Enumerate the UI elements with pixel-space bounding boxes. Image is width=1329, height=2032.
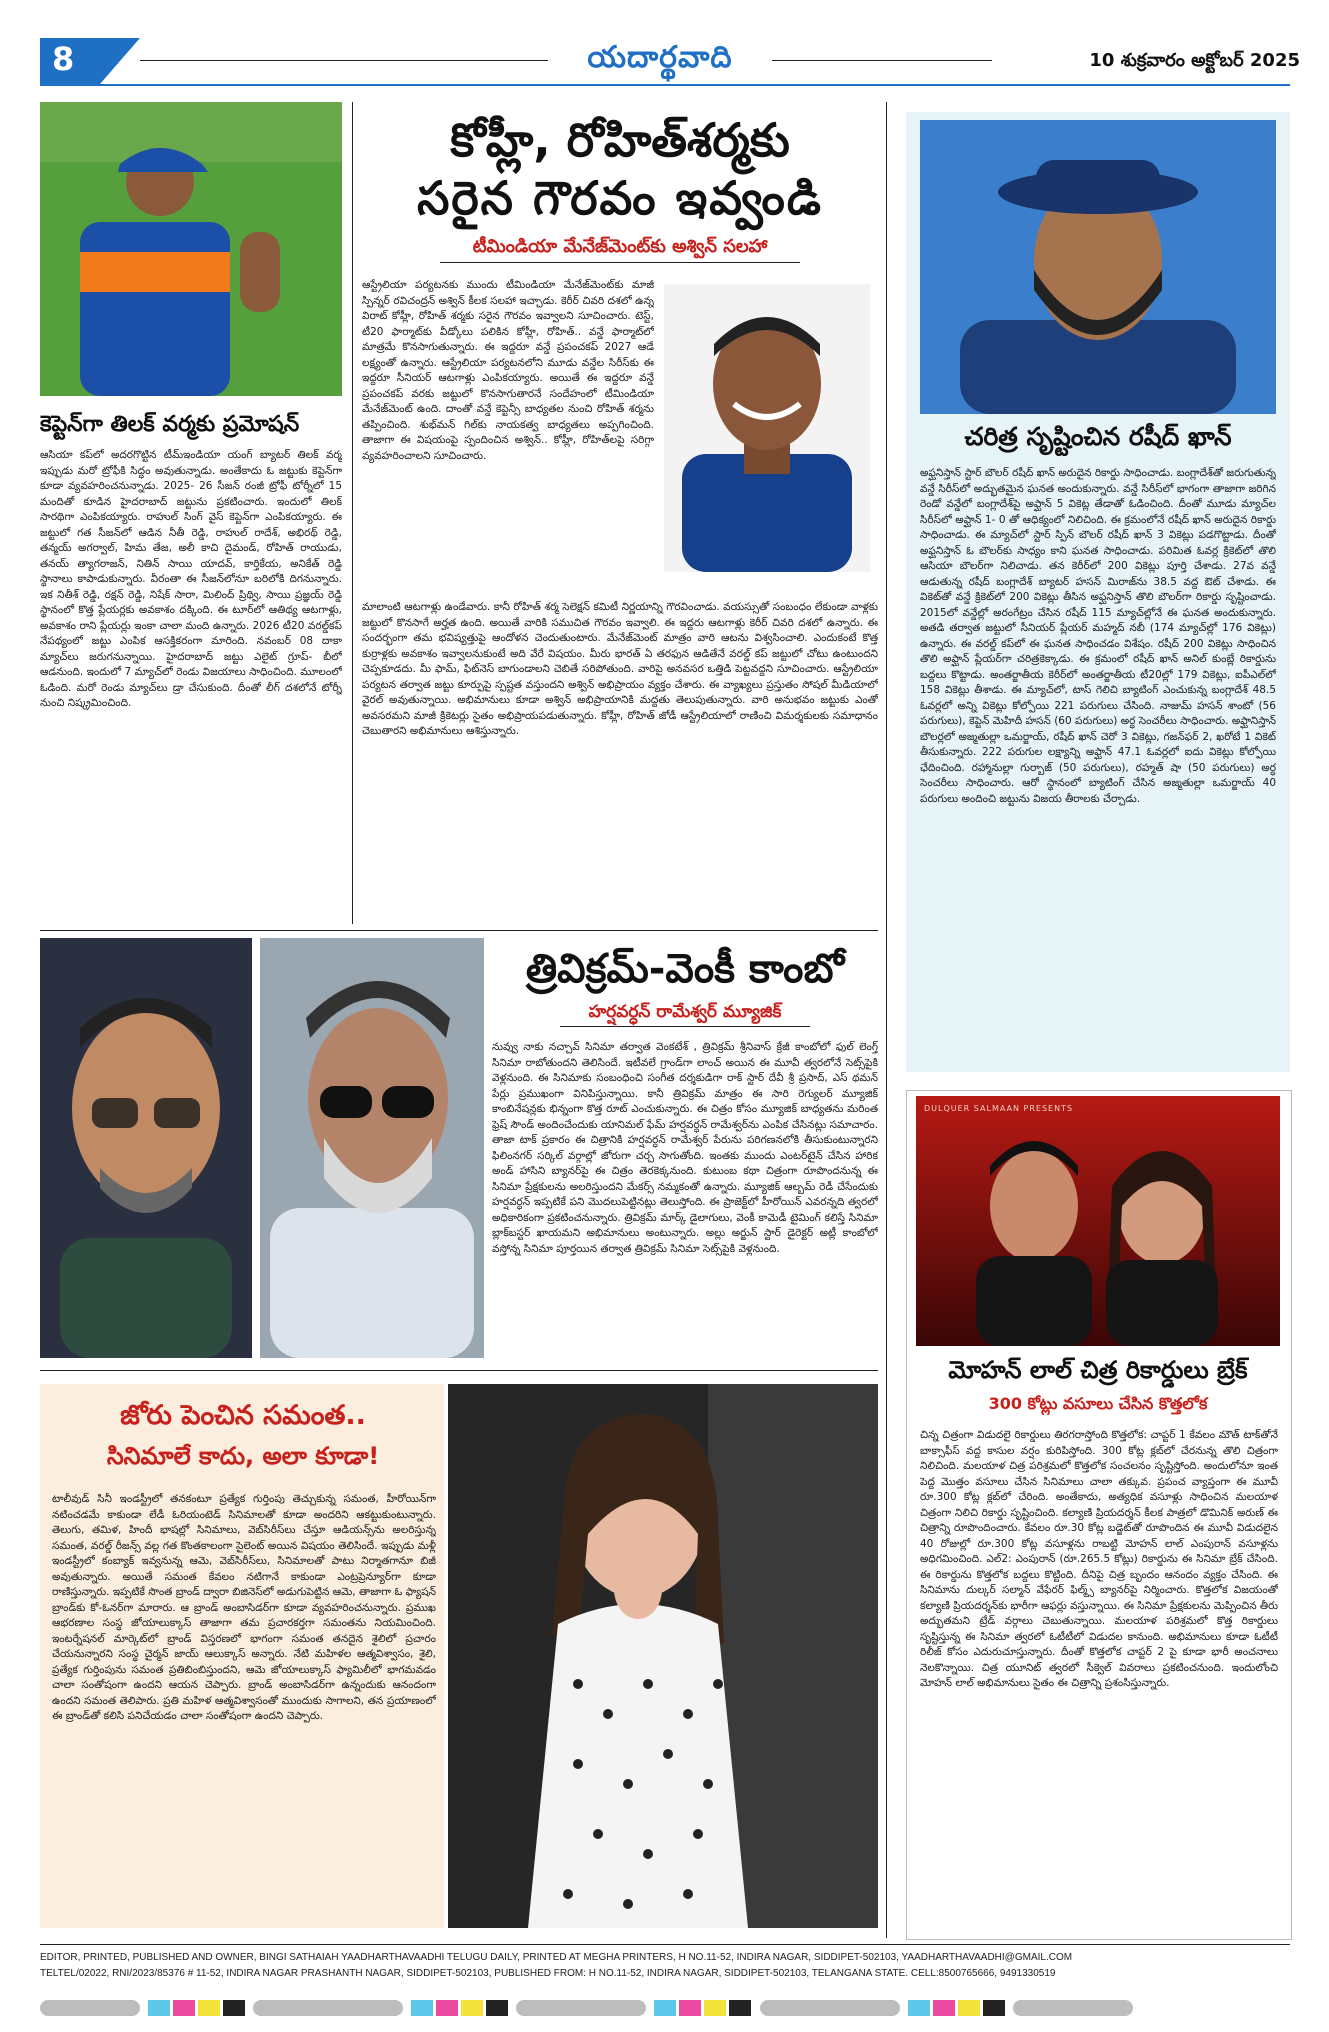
- page-header: [0, 0, 1329, 90]
- trivikram-body: నువ్వు నాకు నచ్చావ్ సినిమా తర్వాత వెంకటేశ్ , త్రివిక్రమ్ శ్రీనివాస్ క్రేజీ కాంబోలో ఫుల్ లెంగ్త్ సినిమా రాబోతుందని తెలిసిందే. ఇటీవలే గ్రాండ్‌గా లాంచ్ అయిన ఈ మూవీ త్వరలోనే సెట్స్‌పైకి వెళ్లనుంది. ఈ సినిమాకు సంబంధించి సంగీత దర్శకుడిగా రాక్ స్టార్ దేవీ శ్రీ ప్రసాద్, ఎస్ థమన్ పేర్లు ప్రముఖంగా వినిపిస్తున్నాయి. కానీ త్రివిక్రమ్ మాత్రం ఈ సారి రెగ్యులర్ మ్యూజిక్ కాంబినేషన్లకు భిన్నంగా కొత్త రూట్ ఎంచుకున్నారు. ఈ చిత్రం కోసం మ్యూజిక్ బాధ్యతను మరింత ఫ్రెష్ సౌండ్ అందించేందుకు యానిమల్ ఫేమ్ హర్షవర్ధన్ రామేశ్వర్‌ను ఎంపిక చేసినట్లు సమాచారం. తాజా టాక్ ప్రకారం ఈ చిత్రానికి హర్షవర్ధన్ రామేశ్వర్ పేరును పరిగణనలోకి తీసుకుంటున్నారని ఫిలింనగర్ సర్కిల్ వర్గాల్లో జోరుగా చర్చ సాగుతోంది. ఇంతకు ముందు ఎంటర్‌టైన్ చేసిన హారిక అండ్ హాసిని బ్యానర్‌పై ఈ చిత్రం తెరకెక్కనుంది. కుటుంబ కథా చిత్రంగా రూపొందనున్న ఈ సినిమా ప్రేక్షకులను అలరిస్తుందని మేకర్స్ నమ్మకంతో ఉన్నారు. మ్యూజిక్ ఆల్బమ్ రెడీ చేసేందుకు హర్షవర్ధన్ ఇప్పటికే పని మొదలుపెట్టినట్లు తెలుస్తోంది. ఈ ప్రాజెక్ట్‌లో హీరోయిన్ ఎవరన్నది త్వరలో అధికారికంగా ప్రకటించనున్నారు. త్రివిక్రమ్ మార్క్ డైలాగులు, వెంకీ కామెడీ టైమింగ్ కలిస్తే సినిమా బ్లాక్‌బస్టర్ ఖాయమని అభిమానులు అంటున్నారు. అల్లు అర్జున్ స్టార్ డైరెక్టర్ అట్లీ కాంబోలో వస్తోన్న సినిమా పూర్తయిన తర్వాత త్రివిక్రమ్ సినిమా సెట్స్‌పైకి వెళ్లనుంది.: [492, 1041, 878, 1255]
- kohli-headline-line2: సరైన గౌరవం ఇవ్వండి: [417, 171, 823, 225]
- trivikram-headline: త్రివిక్రమ్-వెంకీ కాంబో: [525, 946, 845, 992]
- footer-rule: [40, 1944, 1290, 1945]
- samantha-photo-illustration: [448, 1384, 878, 1928]
- mohanlal-subhead: 300 కోట్లు వసూలు చేసిన కొత్తలోక: [988, 1394, 1208, 1413]
- header-rule-left: [140, 60, 548, 61]
- rashid-photo: [920, 120, 1276, 414]
- ashwin-photo-illustration: [664, 284, 870, 572]
- page-number: 8: [52, 40, 75, 78]
- header-underline: [40, 84, 1290, 86]
- trivikram-photo: [260, 938, 484, 1358]
- column-rule-1: [352, 102, 353, 924]
- ashwin-photo: [664, 284, 870, 572]
- mohanlal-headline: మోహన్ లాల్ చిత్ర రికార్డులు బ్రేక్: [948, 1356, 1248, 1384]
- column-rule-2: [886, 102, 887, 1938]
- section-rule-trivikram: [40, 930, 878, 931]
- venkatesh-photo: [40, 938, 252, 1358]
- samantha-photo: [448, 1384, 878, 1928]
- kohli-body-top: ఆస్ట్రేలియా పర్యటనకు ముందు టీమిండియా మేనేజ్‌మెంట్‌కు మాజీ స్పిన్నర్ రవిచంద్రన్ అశ్విన్ కీలక సలహా ఇచ్చాడు. కెరీర్ చివరి దశలో ఉన్న విరాట్ కోహ్లీ, రోహిత్ శర్మకు సరైన గౌరవం ఇవ్వాలని సూచించారు. టెస్ట్, టీ20 ఫార్మాట్‌కు వీడ్కోలు పలికిన కోహ్లీ, రోహిత్.. వన్డే ఫార్మాట్‌లో మాత్రమే కొనసాగుతున్నారు. ఈ ఇద్దరూ వన్డే ప్రపంచకప్ 2027 ఆడే లక్ష్యంతో ఉన్నారు. ఆస్ట్రేలియా పర్యటనలోని మూడు వన్డేల సిరీస్‌కు ఈ ఇద్దరూ సీనియర్ ఆటగాళ్లు ఎంపికయ్యారు. అయితే ఈ ఇద్దరూ వన్డే ప్రపంచకప్ వరకు జట్టులో కొనసాగుతారనే సందేహంలో టీమిండియా మేనేజ్‌మెంట్ ఉంది. దాంతో వన్డే కెప్టెన్సీ బాధ్యతల నుంచి రోహిత్ శర్మను తప్పించింది. శుభ్‌మన్ గిల్‌కు నాయకత్వ బాధ్యతలు అప్పగించింది. తాజాగా ఈ విషయంపై స్పందించిన అశ్విన్.. కోహ్లీ, రోహిత్‌లపై సరిగ్గా వ్యవహరించాలని సూచించారు.: [362, 279, 654, 462]
- samantha-headline-line2: సినిమాలే కాదు, అలా కూడా!: [106, 1442, 380, 1470]
- masthead-logo: యదార్థవాది: [587, 40, 733, 75]
- trivikram-subhead: హర్షవర్ధన్ రామేశ్వర్ మ్యూజిక్: [588, 1002, 782, 1022]
- trivikram-photo-illustration: [260, 938, 484, 1358]
- kotthalokah-poster-illustration: [916, 1096, 1280, 1346]
- mohanlal-body: చిన్న చిత్రంగా విడుదలై రికార్డులు తిరగరాస్తోంది కొత్తలోక: చాప్టర్ 1 కేవలం మౌత్ టాక్‌తోనే బాక్సాఫీస్ వద్ద కాసుల వర్షం కురిపిస్తోంది. 300 కోట్ల క్లబ్‌లో చేరనున్న తొలి చిత్రంగా నిలిచింది. మలయాళ చిత్ర పరిశ్రమలో కొత్తలోక సంచలనం సృష్టిస్తోంది. అందులోనూ ఇంత పెద్ద మొత్తం వసూలు చేసిన సినిమాలు చాలా తక్కువ. ప్రపంచ వ్యాప్తంగా ఈ మూవీ రూ.300 కోట్ల క్లబ్‌లో చేరింది. అంతేకాదు, అత్యధిక వసూళ్లు సాధించిన మలయాళ చిత్రంగా నిలిచి రికార్డు సృష్టించింది. కల్యాణి ప్రియదర్శన్ కీలక పాత్రలో డొమినిక్ అరుణ్ ఈ చిత్రాన్ని రూపొందించారు. కేవలం రూ.30 కోట్ల బడ్జెట్‌తో రూపొందిన ఈ మూవీ విడుదలైన 40 రోజుల్లో రూ.300 కోట్ల వసూళ్లను రాబట్టి మోహన్ లాల్ ఎంపురాన్ వసూళ్లను అధిగమించింది. ఎల్2: ఎంపురాన్ (రూ.265.5 కోట్లు) రికార్డును ఈ సినిమా బ్రేక్ చేసింది. ఈ రికార్డును కొత్తలోక బద్దలు కొట్టింది. దీనిపై చిత్ర బృందం ఆనందం వ్యక్తం చేసింది. ఈ సినిమాను దుల్కర్ సల్మాన్ వేఫేరర్ ఫిల్మ్స్ బ్యానర్‌పై నిర్మించారు. కొత్తలోక విజయంతో కల్యాణి ప్రియదర్శన్‌కు భారీగా ఆఫర్లు వస్తున్నాయి. ఈ సినిమా ప్రేక్షకులను మెప్పించిన తీరు అద్భుతమని ట్రేడ్ వర్గాలు చెబుతున్నాయి. మలయాళ పరిశ్రమలో కొత్త రికార్డులు సృష్టిస్తున్న ఈ సినిమా త్వరలో ఓటీటీలో విడుదల కానుంది. అభిమానులు కూడా ఓటీటీ రిలీజ్ కోసం ఎదురుచూస్తున్నారు. దీంతో కొత్తలోక చాప్టర్ 2 పై కూడా భారీ అంచనాలు నెలకొన్నాయి. చిత్ర యూనిట్ త్వరలో సీక్వెల్ వివరాలు ప్రకటించనుంది. ఇందులోంచి మోహన్ లాల్ అభిమానులు సైతం ఈ చిత్రాన్ని ప్రశంసిస్తున్నారు.: [920, 1429, 1278, 1689]
- header-rule-right: [772, 60, 992, 61]
- kohli-headline-line1: కోహ్లీ, రోహిత్‌శర్మకు: [450, 113, 790, 167]
- tilak-photo: [40, 102, 342, 396]
- kohli-subhead-underline: [440, 262, 800, 263]
- samantha-body: టాలీవుడ్ సినీ ఇండస్ట్రీలో తనకంటూ ప్రత్యేక గుర్తింపు తెచ్చుకున్న సమంత, హీరోయిన్‌గా నటించడమే కాకుండా లేడీ ఓరియంటెడ్ సినిమాలతో కూడా అందరిని ఆకట్టుకుంటున్నారు. తెలుగు, తమిళ, హిందీ భాషల్లో సినిమాలు, వెబ్‌సిరీస్‌లు చేస్తూ ఆడియన్స్‌ను అలరిస్తున్న సమంత, వరల్డ్ రీజన్స్ వల్ల గత కొంతకాలంగా సైలెంట్ అయిన విషయం తెలిసిందే. ఇప్పుడు మళ్లీ ఇండస్ట్రీలో కంబ్యాక్ ఇవ్వనున్న ఆమె, వెబ్‌సిరీస్‌లు, సినిమాలతో పాటు నిర్మాతగానూ బిజీ అవుతున్నారు. అయితే సమంత కేవలం నటిగానే కాకుండా ఎంట్రప్రెన్యూర్‌గా కూడా రాణిస్తున్నారు. ఇప్పటికే సొంత బ్రాండ్ ద్వారా బిజినెస్‌లో అడుగుపెట్టిన ఆమె, తాజాగా ఓ ఫ్యాషన్ బ్రాండ్‌కు కో-ఓనర్‌గా మారారు. ఆ బ్రాండ్ అంబాసిడర్‌గా కూడా వ్యవహరించనున్నారు. ప్రముఖ ఆభరణాల సంస్థ జోయాలుక్కాస్ తాజాగా తమ ప్రచారకర్తగా సమంతను నియమించింది. ఇంటర్నేషనల్ మార్కెట్‌లో బ్రాండ్ విస్తరణలో భాగంగా సమంత తనదైన శైలిలో ప్రచారం చేయనున్నారని సంస్థ చైర్మన్ జాయ్ ఆలుక్కాస్ అన్నారు. నేటి మహిళల ఆత్మవిశ్వాసం, శైలి, ప్రత్యేక గుర్తింపును సమంత ప్రతిబింబిస్తుందని, ఆమె జోయాలుక్కాస్ ఫ్యామిలీలో భాగమవడం చాలా సంతోషంగా ఉందని ఆయన చెప్పారు. బ్రాండ్ అంబాసిడర్‌గా ఉన్నందుకు ఆనందంగా ఉందని సమంత తెలిపారు. ప్రతి మహిళ ఆత్మవిశ్వాసంతో ముందుకు సాగాలని, తన ప్రయాణంలో ఈ బ్రాండ్‌తో కలిసి పనిచేయడం చాలా సంతోషంగా ఉందని చెప్పారు.: [52, 1493, 436, 1722]
- kohli-subhead: టీమిండియా మేనేజ్‌మెంట్‌కు అశ్విన్ సలహా: [472, 236, 768, 257]
- rashid-body: అఫ్ఘనిస్తాన్ స్టార్ బౌలర్ రషీద్ ఖాన్ అరుదైన రికార్డు సాధించాడు. బంగ్లాదేశ్‌తో జరుగుతున్న వన్డే సిరీస్‌లో అద్భుతమైన ఘనత అందుకున్నారు. వన్డే సిరీస్‌లో భాగంగా తాజాగా జరిగిన రెండో వన్డేలో బంగ్లాదేశ్‌పై అఫ్ఘాన్ 5 వికెట్ల తేడాతో ఓడించింది. దీంతో మూడు మ్యాచ్‌ల సిరీస్‌లో అఫ్ఘాన్ 1- 0 తో ఆధిక్యంలో నిలిచింది. ఈ క్రమంలోనే రషీద్ ఖాన్ అరుదైన రికార్డు సాధించాడు. ఈ మ్యాచ్‌లో స్టార్ స్పిన్ బౌలర్ రషీద్ ఖాన్ 3 వికెట్లు పడగొట్టాడు. దీంతో అఫ్ఘనిస్తాన్ ఓ బౌలర్‌కు సాధ్యం కాని ఘనత సాధించాడు. పరిమిత ఓవర్ల క్రికెట్‌లో తొలి ఆసియా బౌలర్‌గా నిలిచాడు. తన కెరీర్‌లో 200 వికెట్లు పూర్తి చేశాడు. 27వ వన్డే ఆడుతున్న రషీద్ బంగ్లాదేశ్ బ్యాటర్ హసన్ మిరాజ్‌ను 38.5 వద్ద ఔట్ చేశాడు. ఈ వికెట్‌తో వన్డే క్రికెట్‌లో 200 వికెట్లు తీసిన అఫ్ఘనిస్తాన్ తొలి బౌలర్‌గా రికార్డు సృష్టించాడు. 2015లో వన్డేల్లో అరంగేట్రం చేసిన రషీద్ 115 మ్యాచ్‌ల్లోనే ఈ ఘనత అందుకున్నారు. అతడి తర్వాత జట్టులో సీనియర్ ప్లేయర్ మహ్మద్ నబీ (174 మ్యాచ్‌ల్లో 176 వికెట్లు) ఉన్నారు. ఈ వరల్డ్ కప్‌లో ఈ ఘనత సాధించడం విశేషం. రషీద్ 200 వికెట్లు సాధించిన తొలి అఫ్ఘాన్ ప్లేయర్‌గా చరిత్రకెక్కాడు. ఈ క్రమంలో రషీద్ ఖాన్ అనిల్ కుంబ్లే రికార్డును బద్దలు కొట్టాడు. అంతర్జాతీయ కెరీర్‌లో అంతర్జాతీయ టీ20ల్లో 179 వికెట్లు, ఐపీఎల్‌లో 158 వికెట్లు తీశాడు. ఈ మ్యాచ్‌లో, టాస్ గెలిచి బ్యాటింగ్ ఎంచుకున్న బంగ్లాదేశ్ 48.5 ఓవర్లలో అన్ని వికెట్లు కోల్పోయి 221 పరుగులు చేసింది. నాజుమ్ హసన్ శాంటో (56 పరుగులు), కెప్టెన్ మెహిదీ హసన్ (60 పరుగులు) అర్ధ సెంచరీలు సాధించారు. అఫ్ఘానిస్తాన్ బౌలర్లలో అజ్మతుల్లా ఒమర్జాయ్, రషీద్ ఖాన్ చెరో 3 వికెట్లు, గజన్‌ఫర్ 2, ఖరోటే 1 వికెట్ తీసుకున్నారు. 222 పరుగుల లక్ష్యాన్ని అఫ్ఘాన్ 47.1 ఓవర్లలో ఐదు వికెట్లు కోల్పోయి ఛేదించింది. రహ్మానుల్లా గుర్బాజ్ (50 పరుగులు), రహ్మత్ షా (50 పరుగులు) అర్ధ సెంచరీలు సాధించారు. ఆరో స్థానంలో బ్యాటింగ్ చేసిన అజ్మతుల్లా ఒమర్జాయ్ 40 పరుగులు అందించి జట్టును విజయ తీరాలకు చేర్చాడు.: [920, 467, 1276, 805]
- rashid-photo-illustration: [920, 120, 1276, 414]
- tilak-body: ఆసియా కప్‌లో అదరగొట్టిన టీమ్‌ఇండియా యంగ్ బ్యాటర్ తిలక్ వర్మ ఇప్పుడు మరో ట్రోఫీకి సిద్ధం అవుతున్నాడు. అంతేకాదు ఓ జట్టుకు కెప్టెన్‌గా కూడా వ్యవహరించనున్నాడు. 2025- 26 సీజన్ రంజీ ట్రోఫీ టోర్నీలో 15 మందితో కూడిన హైదరాబాద్ జట్టును ప్రకటించారు. ఇందులో తిలక్ సారథిగా ఎంపికయ్యారు. రాహుల్ సింగ్ వైస్ కెప్టెన్‌గా ఎంపికయ్యారు. ఈ జట్టులో గత సీజన్‌లో ఆడిన నీతీ రెడ్డి, రాహుల్ రాదేశ్, అభిరథ్ రెడ్డి, తన్మయ్ అగర్వాల్, హిమ తేజ, అలీ కాచి దైమండ్, రోహిత్ రాయుడు, తనయ్ త్యాగరాజన్, నితిన్ సాయి యాదవ్, కార్తికేయ, అనికేత్ రెడ్డి స్థానాలు కాపాడుకున్నారు. వీరంతా ఈ సీజన్‌లోనూ బరిలోకి దిగనున్నారు. ఇక నితీశ్ రెడ్డి, రక్షన్ రెడ్డి, నిషేక్ సారా, మిలింద్ ప్రిథ్వి, సాయి ప్రజ్ఞయ్ రెడ్డి స్థానంలో కొత్త ప్లేయర్లకు అవకాశం దక్కింది. ఈ టూర్‌లో ఆతిథ్య ఆటగాళ్లు, అవకాశం రాని ప్లేయర్లు ఇంకా చాలా మంది ఉన్నారు. 2026 టీ20 వరల్డ్‌కప్ నేపథ్యంలో జట్టు ఎంపిక ఆసక్తికరంగా మారింది. నవంబర్ 08 దాకా మ్యాచ్‌లు జరుగనున్నాయి. హైదరాబాద్ జట్టు ఎలైట్ గ్రూప్- బీలో ఆడనుంది. ఇందులో 7 మ్యాచ్‌లో రెండు విజయాలు సాధించింది. మూలంలో ఓడింది. మరో రెండు మ్యాచ్‌లు డ్రా చేసుకుంది. దీంతో లీగ్ దశలోనే టోర్నీ నుంచి నిష్క్రమించింది.: [40, 449, 342, 709]
- poster-credit: DULQUER SALMAAN PRESENTS: [924, 1104, 1074, 1113]
- kotthalokah-poster: [916, 1096, 1280, 1346]
- color-registration-strip: [40, 2000, 1290, 2018]
- tilak-photo-illustration: [40, 102, 342, 396]
- rashid-headline: చరిత్ర సృష్టించిన రషీద్ ఖాన్: [964, 422, 1232, 451]
- venkatesh-photo-illustration: [40, 938, 252, 1358]
- kohli-body-bottom: మాలాంటి ఆటగాళ్లు ఉండేవారు. కానీ రోహిత్ శర్మ సెలెక్షన్ కమిటీ నిర్ణయాన్ని గౌరవించాడు. వయస్సుతో సంబంధం లేకుండా వాళ్లకు జట్టులో కొనసాగే అర్హత ఉంది. అయితే వారికి సముచిత గౌరవం ఇవ్వాలి. ఈ ఇద్దరు ఆటగాళ్లు కెరీర్ చివరి దశలో ఉన్నారు. ఈ సందర్భంగా తమ భవిష్యత్తుపై ఆందోళన చెందుతుంటారు. మేనేజ్‌మెంట్ మాత్రం వారి ఆటను విశ్వసించాలి. ఎందుకంటే కొత్త కుర్రాళ్లకు అవకాశం ఇవ్వాలనుకుంటే అది వేరే విషయం. మీరు భారత్ ఏ తరఫున ఆడితేనే వరల్డ్ కప్ జట్టులో చోటు ఉంటుందని చెప్పకూడదు. మీ ఫామ్, ఫిట్‌నెస్ బాగుండాలని చెబితే సరిపోతుంది. వారిపై అనవసర ఒత్తిడి పెట్టవద్దని సూచించారు. ఆస్ట్రేలియా పర్యటన తర్వాత జట్టు కూర్పుపై స్పష్టత వస్తుందని అశ్విన్ అభిప్రాయం వ్యక్తం చేశారు. ఈ వ్యాఖ్యలు ప్రస్తుతం సోషల్ మీడియాలో వైరల్ అవుతున్నాయి. అభిమానులు కూడా అశ్విన్ అభిప్రాయానికి మద్దతు తెలుపుతున్నారు. వారి అనుభవం జట్టుకు ఎంతో అవసరమని మాజీ క్రికెటర్లు సైతం అభిప్రాయపడుతున్నారు. కోహ్లీ, రోహిత్ జోడీ ఆస్ట్రేలియాలో రాణించి విమర్శకులకు సమాధానం చెబుతారని అభిమానులు ఆశిస్తున్నారు.: [362, 601, 878, 737]
- tilak-headline: కెప్టెన్‌గా తిలక్ వర్మకు ప్రమోషన్: [40, 412, 300, 437]
- trivikram-subhead-underline: [560, 1026, 810, 1027]
- imprint-line-2: TELTEL/02022, RNI/2023/85376 # 11-52, INDIRA NAGAR PRASHANTH NAGAR, SIDDIPET-502103, PUBLISHED FROM: H NO.11-52, INDIRA NAGAR, SIDDIPET-502103, TELANGANA STATE. CELL:8500765666, 9491330519: [40, 1968, 1056, 1979]
- samantha-headline-line1: జోరు పెంచిన సమంత..: [120, 1400, 366, 1431]
- imprint-line-1: EDITOR, PRINTED, PUBLISHED AND OWNER, BINGI SATHAIAH YAADHARTHAVAADHI TELUGU DAILY, PRINTED AT MEGHA PRINTERS, H NO.11-52, INDIRA NAGAR, SIDDIPET-502103, YAADHARTHAVAADHI@GMAIL.COM: [40, 1952, 1073, 1963]
- issue-date: 10 శుక్రవారం అక్టోబర్ 2025: [1089, 50, 1300, 71]
- section-rule-samantha: [40, 1370, 878, 1371]
